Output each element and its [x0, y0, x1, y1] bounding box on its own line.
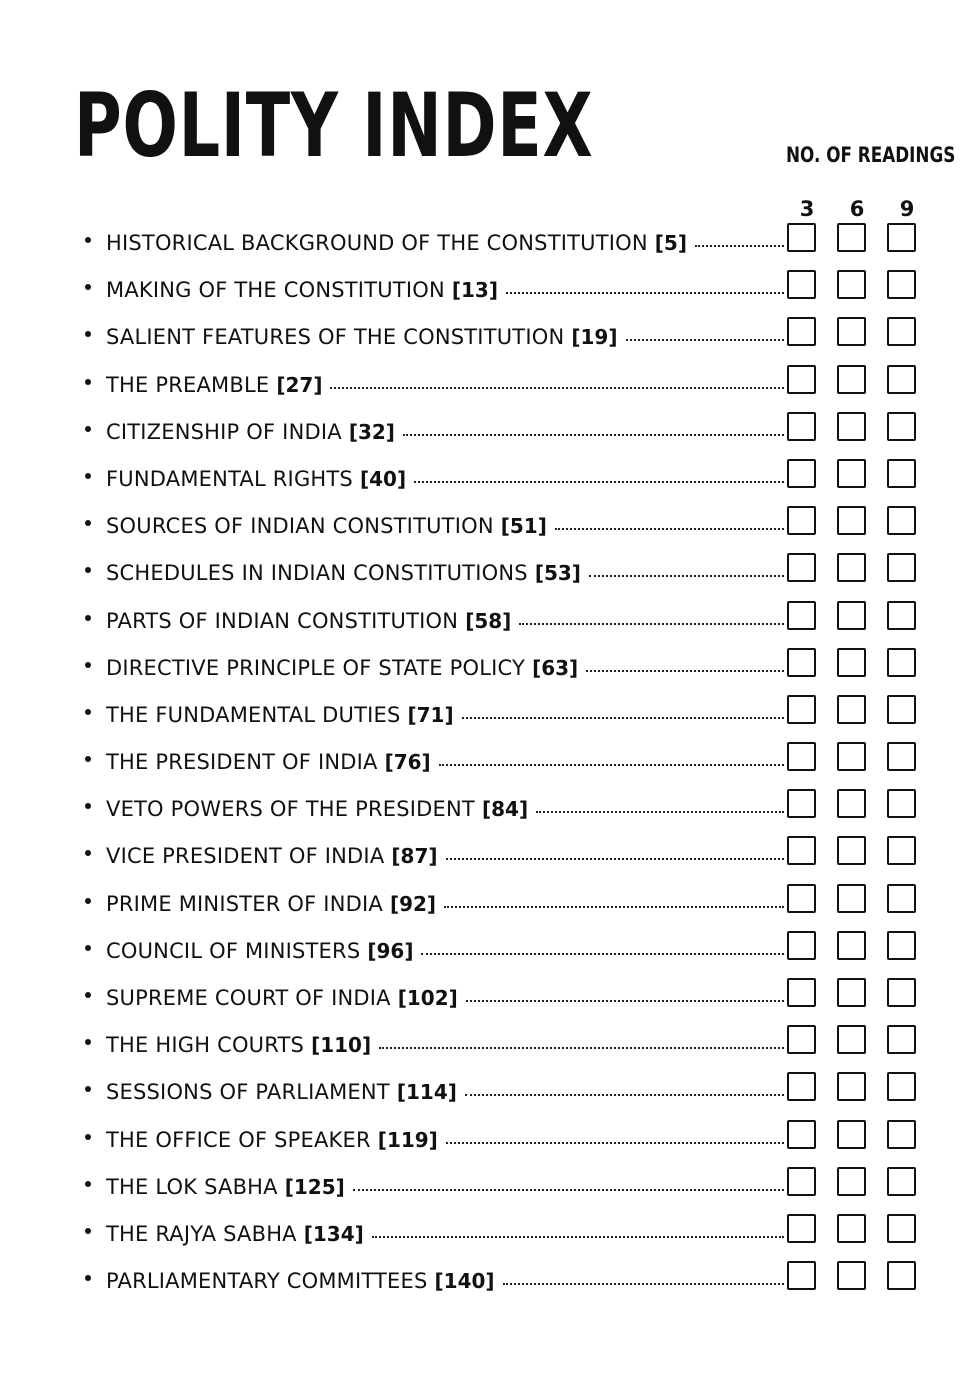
- dotted-leader: [421, 953, 784, 955]
- topic-page-number: [84]: [481, 797, 529, 822]
- bullet-icon: [85, 709, 91, 715]
- reading-3-checkbox[interactable]: [787, 836, 816, 865]
- reading-6-checkbox[interactable]: [837, 931, 866, 960]
- dotted-leader: [465, 1094, 784, 1096]
- reading-6-checkbox[interactable]: [837, 506, 866, 535]
- topic-name: VICE PRESIDENT OF INDIA: [106, 844, 385, 869]
- reading-6-checkbox[interactable]: [837, 884, 866, 913]
- bullet-icon: [85, 803, 91, 809]
- reading-9-checkbox[interactable]: [887, 506, 916, 535]
- reading-3-checkbox[interactable]: [787, 648, 816, 677]
- topic-label: [106, 555, 784, 585]
- reading-9-checkbox[interactable]: [887, 459, 916, 488]
- reading-count-6: 6: [849, 197, 865, 221]
- reading-6-checkbox[interactable]: [837, 648, 866, 677]
- topic-name: COUNCIL OF MINISTERS: [106, 938, 361, 963]
- page-title: POLITY INDEX: [74, 74, 594, 177]
- topic-row: [0, 1018, 980, 1065]
- reading-3-checkbox[interactable]: [787, 695, 816, 724]
- topic-label: [106, 744, 784, 774]
- dotted-leader: [519, 623, 784, 625]
- reading-9-checkbox[interactable]: [887, 1167, 916, 1196]
- reading-9-checkbox[interactable]: [887, 836, 916, 865]
- topic-name: THE OFFICE OF SPEAKER: [106, 1127, 371, 1152]
- reading-count-9: 9: [899, 197, 915, 221]
- bullet-icon: [85, 992, 91, 998]
- reading-6-checkbox[interactable]: [837, 1261, 866, 1290]
- topic-label: [106, 697, 784, 727]
- topic-label: [106, 319, 784, 349]
- dotted-leader: [330, 387, 784, 389]
- topic-label: [106, 838, 784, 868]
- dotted-leader: [695, 245, 784, 247]
- topic-row: [0, 688, 980, 735]
- topic-page-number: [119]: [377, 1127, 438, 1152]
- topic-page-number: [92]: [389, 891, 437, 916]
- topic-index-list: [0, 216, 980, 1301]
- bullet-icon: [85, 1039, 91, 1045]
- reading-9-checkbox[interactable]: [887, 789, 916, 818]
- topic-name: THE RAJYA SABHA: [106, 1221, 297, 1246]
- bullet-icon: [85, 1181, 91, 1187]
- reading-3-checkbox[interactable]: [787, 931, 816, 960]
- reading-3-checkbox[interactable]: [787, 1072, 816, 1101]
- topic-name: SUPREME COURT OF INDIA: [106, 986, 391, 1010]
- reading-6-checkbox[interactable]: [837, 695, 866, 724]
- bullet-icon: [85, 237, 91, 243]
- topic-row: [0, 499, 980, 546]
- dotted-leader: [586, 670, 784, 672]
- bullet-icon: [85, 615, 91, 621]
- topic-label: [106, 1169, 784, 1199]
- reading-3-checkbox[interactable]: [787, 1167, 816, 1196]
- topic-row: [0, 782, 980, 829]
- reading-6-checkbox[interactable]: [837, 1025, 866, 1054]
- topic-label: [106, 886, 784, 916]
- topic-label: [106, 650, 784, 680]
- reading-6-checkbox[interactable]: [837, 270, 866, 299]
- topic-name: PARLIAMENTARY COMMITTEES: [106, 1269, 428, 1294]
- topic-label: [106, 225, 784, 255]
- topic-row: [0, 216, 980, 263]
- bullet-icon: [85, 945, 91, 951]
- reading-9-checkbox[interactable]: [887, 978, 916, 1007]
- topic-row: [0, 405, 980, 452]
- reading-3-checkbox[interactable]: [787, 601, 816, 630]
- dotted-leader: [466, 1000, 784, 1002]
- topic-label: [106, 367, 784, 397]
- reading-9-checkbox[interactable]: [887, 695, 916, 724]
- topic-name: SALIENT FEATURES OF THE CONSTITUTION: [106, 325, 565, 350]
- bullet-icon: [85, 1086, 91, 1092]
- topic-page-number: [63]: [532, 655, 579, 680]
- topic-page-number: [5]: [654, 231, 687, 255]
- reading-6-checkbox[interactable]: [837, 1167, 866, 1196]
- reading-9-checkbox[interactable]: [887, 270, 916, 299]
- reading-6-checkbox[interactable]: [837, 789, 866, 818]
- bullet-icon: [85, 850, 91, 856]
- reading-6-checkbox[interactable]: [837, 742, 866, 771]
- topic-page-number: [76]: [384, 750, 431, 775]
- topic-name: THE LOK SABHA: [106, 1174, 278, 1199]
- topic-name: SOURCES OF INDIAN CONSTITUTION: [106, 514, 494, 539]
- reading-9-checkbox[interactable]: [887, 1120, 916, 1149]
- reading-9-checkbox[interactable]: [887, 317, 916, 346]
- topic-name: DIRECTIVE PRINCIPLE OF STATE POLICY: [106, 655, 526, 680]
- topic-page-number: [71]: [407, 702, 454, 727]
- topic-row: [0, 1254, 980, 1301]
- reading-9-checkbox[interactable]: [887, 1214, 916, 1243]
- topic-name: THE PRESIDENT OF INDIA: [106, 750, 378, 775]
- topic-row: [0, 310, 980, 357]
- topic-label: [106, 1263, 784, 1293]
- reading-9-checkbox[interactable]: [887, 742, 916, 771]
- topic-row: [0, 1113, 980, 1160]
- dotted-leader: [379, 1047, 784, 1049]
- dotted-leader: [589, 575, 784, 577]
- reading-9-checkbox[interactable]: [887, 648, 916, 677]
- topic-page-number: [96]: [367, 938, 414, 963]
- dotted-leader: [444, 906, 784, 908]
- reading-3-checkbox[interactable]: [787, 553, 816, 582]
- reading-9-checkbox[interactable]: [887, 223, 916, 252]
- topic-row: [0, 641, 980, 688]
- topic-name: MAKING OF THE CONSTITUTION: [106, 278, 445, 303]
- reading-3-checkbox[interactable]: [787, 742, 816, 771]
- topic-page-number: [140]: [434, 1269, 495, 1294]
- reading-9-checkbox[interactable]: [887, 601, 916, 630]
- reading-6-checkbox[interactable]: [837, 317, 866, 346]
- topic-row: [0, 358, 980, 405]
- dotted-leader: [372, 1236, 784, 1238]
- reading-6-checkbox[interactable]: [837, 553, 866, 582]
- reading-3-checkbox[interactable]: [787, 506, 816, 535]
- topic-page-number: [110]: [311, 1033, 372, 1058]
- reading-6-checkbox[interactable]: [837, 1214, 866, 1243]
- topic-name: THE HIGH COURTS: [106, 1033, 305, 1058]
- reading-3-checkbox[interactable]: [787, 1025, 816, 1054]
- reading-3-checkbox[interactable]: [787, 789, 816, 818]
- topic-row: [0, 829, 980, 876]
- reading-9-checkbox[interactable]: [887, 884, 916, 913]
- topic-name: FUNDAMENTAL RIGHTS: [106, 466, 353, 491]
- topic-row: [0, 735, 980, 782]
- topic-page-number: [102]: [397, 986, 458, 1010]
- bullet-icon: [85, 1228, 91, 1234]
- topic-page-number: [53]: [534, 561, 581, 586]
- reading-6-checkbox[interactable]: [837, 365, 866, 394]
- topic-label: [106, 1216, 784, 1246]
- topic-name: THE FUNDAMENTAL DUTIES: [106, 702, 401, 727]
- topic-name: VETO POWERS OF THE PRESIDENT: [106, 797, 475, 822]
- reading-3-checkbox[interactable]: [787, 270, 816, 299]
- topic-label: [106, 461, 784, 491]
- topic-label: [106, 508, 784, 538]
- reading-6-checkbox[interactable]: [837, 223, 866, 252]
- topic-page-number: [114]: [396, 1080, 457, 1105]
- dotted-leader: [414, 481, 784, 483]
- reading-3-checkbox[interactable]: [787, 884, 816, 913]
- topic-page-number: [87]: [391, 844, 438, 869]
- topic-label: [106, 980, 784, 1010]
- reading-9-checkbox[interactable]: [887, 931, 916, 960]
- topic-row: [0, 924, 980, 971]
- topic-page-number: [125]: [284, 1174, 345, 1199]
- topic-label: [106, 603, 784, 633]
- topic-name: CITIZENSHIP OF INDIA: [106, 419, 342, 444]
- reading-3-checkbox[interactable]: [787, 978, 816, 1007]
- bullet-icon: [85, 567, 91, 573]
- reading-count-3: 3: [799, 197, 815, 221]
- topic-label: [106, 272, 784, 302]
- bullet-icon: [85, 331, 91, 337]
- reading-3-checkbox[interactable]: [787, 223, 816, 252]
- dotted-leader: [439, 764, 784, 766]
- bullet-icon: [85, 1134, 91, 1140]
- bullet-icon: [85, 1275, 91, 1281]
- reading-9-checkbox[interactable]: [887, 1261, 916, 1290]
- reading-6-checkbox[interactable]: [837, 836, 866, 865]
- topic-page-number: [58]: [465, 608, 512, 633]
- dotted-leader: [403, 434, 784, 436]
- dotted-leader: [626, 339, 785, 341]
- dotted-leader: [555, 528, 784, 530]
- reading-9-checkbox[interactable]: [887, 553, 916, 582]
- bullet-icon: [85, 662, 91, 668]
- topic-label: [106, 414, 784, 444]
- topic-page-number: [51]: [500, 514, 547, 539]
- topic-row: [0, 546, 980, 593]
- dotted-leader: [446, 1142, 784, 1144]
- dotted-leader: [353, 1189, 784, 1191]
- reading-9-checkbox[interactable]: [887, 412, 916, 441]
- reading-3-checkbox[interactable]: [787, 1214, 816, 1243]
- topic-label: [106, 1074, 784, 1104]
- reading-6-checkbox[interactable]: [837, 601, 866, 630]
- reading-6-checkbox[interactable]: [837, 978, 866, 1007]
- reading-9-checkbox[interactable]: [887, 1072, 916, 1101]
- topic-label: [106, 791, 784, 821]
- bullet-icon: [85, 379, 91, 385]
- topic-name: SCHEDULES IN INDIAN CONSTITUTIONS: [106, 561, 528, 586]
- reading-6-checkbox[interactable]: [837, 1072, 866, 1101]
- topic-label: [106, 1122, 784, 1152]
- topic-page-number: [40]: [359, 466, 407, 491]
- topic-row: [0, 1160, 980, 1207]
- topic-label: [106, 1027, 784, 1057]
- reading-6-checkbox[interactable]: [837, 412, 866, 441]
- dotted-leader: [503, 1283, 784, 1285]
- topic-page-number: [27]: [276, 372, 323, 397]
- reading-3-checkbox[interactable]: [787, 1261, 816, 1290]
- bullet-icon: [85, 520, 91, 526]
- bullet-icon: [85, 756, 91, 762]
- topic-name: PRIME MINISTER OF INDIA: [106, 891, 383, 916]
- reading-3-checkbox[interactable]: [787, 1120, 816, 1149]
- topic-row: [0, 594, 980, 641]
- readings-header: NO. OF READINGS: [786, 143, 956, 167]
- reading-9-checkbox[interactable]: [887, 1025, 916, 1054]
- topic-row: [0, 971, 980, 1018]
- reading-3-checkbox[interactable]: [787, 317, 816, 346]
- topic-label: [106, 933, 784, 963]
- topic-page-number: [134]: [303, 1221, 364, 1246]
- topic-page-number: [32]: [348, 419, 395, 444]
- reading-6-checkbox[interactable]: [837, 1120, 866, 1149]
- reading-3-checkbox[interactable]: [787, 365, 816, 394]
- topic-page-number: [19]: [571, 325, 618, 350]
- topic-name: PARTS OF INDIAN CONSTITUTION: [106, 608, 459, 633]
- topic-row: [0, 452, 980, 499]
- topic-row: [0, 263, 980, 310]
- dotted-leader: [446, 858, 784, 860]
- dotted-leader: [536, 811, 784, 813]
- bullet-icon: [85, 284, 91, 290]
- topic-name: THE PREAMBLE: [106, 372, 270, 397]
- reading-6-checkbox[interactable]: [837, 459, 866, 488]
- bullet-icon: [85, 426, 91, 432]
- topic-name: SESSIONS OF PARLIAMENT: [106, 1080, 390, 1105]
- dotted-leader: [506, 292, 784, 294]
- topic-row: [0, 1065, 980, 1112]
- topic-page-number: [13]: [451, 278, 498, 303]
- reading-3-checkbox[interactable]: [787, 459, 816, 488]
- reading-3-checkbox[interactable]: [787, 412, 816, 441]
- topic-row: [0, 877, 980, 924]
- bullet-icon: [85, 473, 91, 479]
- topic-row: [0, 1207, 980, 1254]
- bullet-icon: [85, 898, 91, 904]
- reading-9-checkbox[interactable]: [887, 365, 916, 394]
- topic-name: HISTORICAL BACKGROUND OF THE CONSTITUTION: [106, 231, 648, 255]
- dotted-leader: [462, 717, 784, 719]
